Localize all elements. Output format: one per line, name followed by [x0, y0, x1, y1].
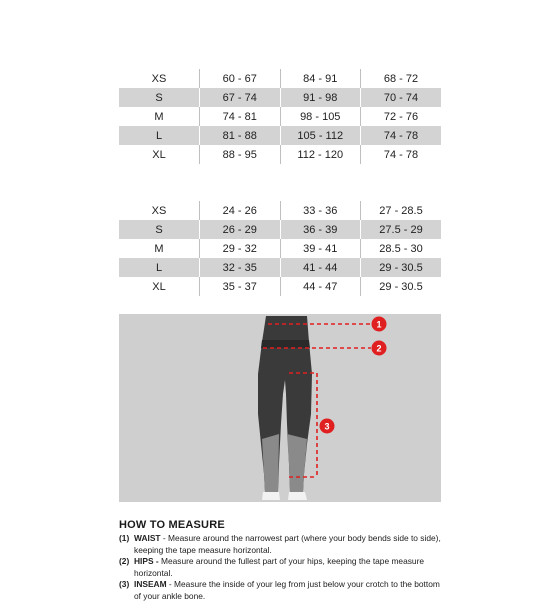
item-text: - Measure around the narrowest part (where your body bends side to side), keeping the tape measure horizontal. — [134, 533, 441, 555]
cell-hips: 44 - 47 — [280, 277, 361, 296]
marker-2-label: 2 — [376, 343, 382, 354]
cell-hips: 36 - 39 — [280, 220, 361, 239]
item-number: (3) — [119, 579, 130, 589]
cell-inseam: 74 - 78 — [361, 145, 442, 164]
item-term: INSEAM — [134, 579, 167, 589]
list-item — [119, 533, 449, 556]
item-number: (2) — [119, 556, 130, 566]
cell-waist: 67 - 74 — [200, 88, 281, 107]
table-row — [119, 258, 441, 277]
item-number: (1) — [119, 533, 130, 543]
header-size: SIZE — [149, 54, 170, 64]
item-term: WAIST — [134, 533, 161, 543]
measurement-figure — [119, 314, 441, 502]
cell-size: L — [119, 258, 200, 277]
cell-hips: 84 - 91 — [280, 69, 361, 88]
list-item — [119, 556, 449, 579]
item-term: HIPS - — [134, 556, 159, 566]
cell-hips: 91 - 98 — [280, 88, 361, 107]
item-text: Measure around the fullest part of your hips, keeping the tape measure horizontal. — [134, 556, 425, 578]
cell-inseam: 27 - 28.5 — [361, 201, 442, 220]
header-waist: WAIST CM — [217, 54, 263, 64]
cell-waist: 81 - 88 — [200, 126, 281, 145]
cell-size: S — [119, 220, 200, 239]
cell-size: M — [154, 242, 164, 255]
cell-size: XS — [151, 204, 167, 217]
marker-2 — [372, 341, 387, 356]
table-row — [119, 277, 441, 296]
marker-3 — [320, 419, 335, 434]
cell-inseam: 70 - 74 — [361, 88, 442, 107]
cell-inseam: 29 - 30.5 — [361, 258, 442, 277]
header-inseam: INSEAM INCH — [370, 186, 431, 196]
marker-3-label: 3 — [324, 421, 330, 432]
header-size: SIZE — [149, 186, 170, 196]
size-table-cm — [119, 49, 441, 164]
cell-size: L — [119, 126, 200, 145]
cell-waist: 74 - 81 — [200, 107, 281, 126]
how-to-measure-list — [119, 533, 449, 602]
leggings-illustration — [119, 314, 441, 502]
cell-inseam: 74 - 78 — [361, 126, 442, 145]
cell-size: M — [154, 110, 164, 123]
table-header-row — [119, 181, 441, 201]
cell-waist: 24 - 26 — [200, 201, 281, 220]
cell-inseam: 29 - 30.5 — [361, 277, 442, 296]
how-to-measure-title: HOW TO MEASURE — [119, 519, 225, 531]
table-row — [119, 201, 441, 220]
cell-inseam: 27.5 - 29 — [361, 220, 442, 239]
cell-waist: 88 - 95 — [200, 145, 281, 164]
table-header-row — [119, 49, 441, 69]
cell-size: S — [119, 88, 200, 107]
cell-size: XS — [151, 72, 167, 85]
marker-1-label: 1 — [376, 319, 382, 330]
cell-hips: 112 - 120 — [280, 145, 361, 164]
header-waist: WAIST INCH — [213, 186, 267, 196]
header-hips: HIPS CM — [301, 54, 339, 64]
marker-1 — [372, 317, 387, 332]
cell-hips: 41 - 44 — [280, 258, 361, 277]
cell-hips: 105 - 112 — [280, 126, 361, 145]
cell-inseam: 28.5 - 30 — [361, 239, 442, 258]
item-text: - Measure the inside of your leg from just below your crotch to the bottom of your ankle bone. — [134, 579, 440, 601]
header-hips: HIPS INCH — [297, 186, 343, 196]
cell-inseam: 72 - 76 — [361, 107, 442, 126]
table-row — [119, 145, 441, 164]
cell-waist: 35 - 37 — [200, 277, 281, 296]
cell-waist: 29 - 32 — [200, 239, 281, 258]
cell-hips: 33 - 36 — [280, 201, 361, 220]
cell-waist: 60 - 67 — [200, 69, 281, 88]
cell-waist: 32 - 35 — [200, 258, 281, 277]
size-table-inch — [119, 181, 441, 296]
table-row — [119, 107, 441, 126]
page-title: WOMEN'S BOTTOMS — [119, 0, 306, 18]
list-item — [119, 579, 449, 602]
table-row — [119, 126, 441, 145]
cell-size: XL — [152, 280, 166, 293]
table-row — [119, 220, 441, 239]
cell-hips: 39 - 41 — [280, 239, 361, 258]
header-inseam: INSEAM CM — [375, 54, 427, 64]
table-row — [119, 88, 441, 107]
leggings-shape — [258, 316, 312, 500]
cell-inseam: 68 - 72 — [361, 69, 442, 88]
cell-waist: 26 - 29 — [200, 220, 281, 239]
how-to-measure-section — [119, 519, 449, 602]
cell-hips: 98 - 105 — [280, 107, 361, 126]
cell-size: XL — [152, 148, 166, 161]
table-row — [119, 69, 441, 88]
table-row — [119, 239, 441, 258]
